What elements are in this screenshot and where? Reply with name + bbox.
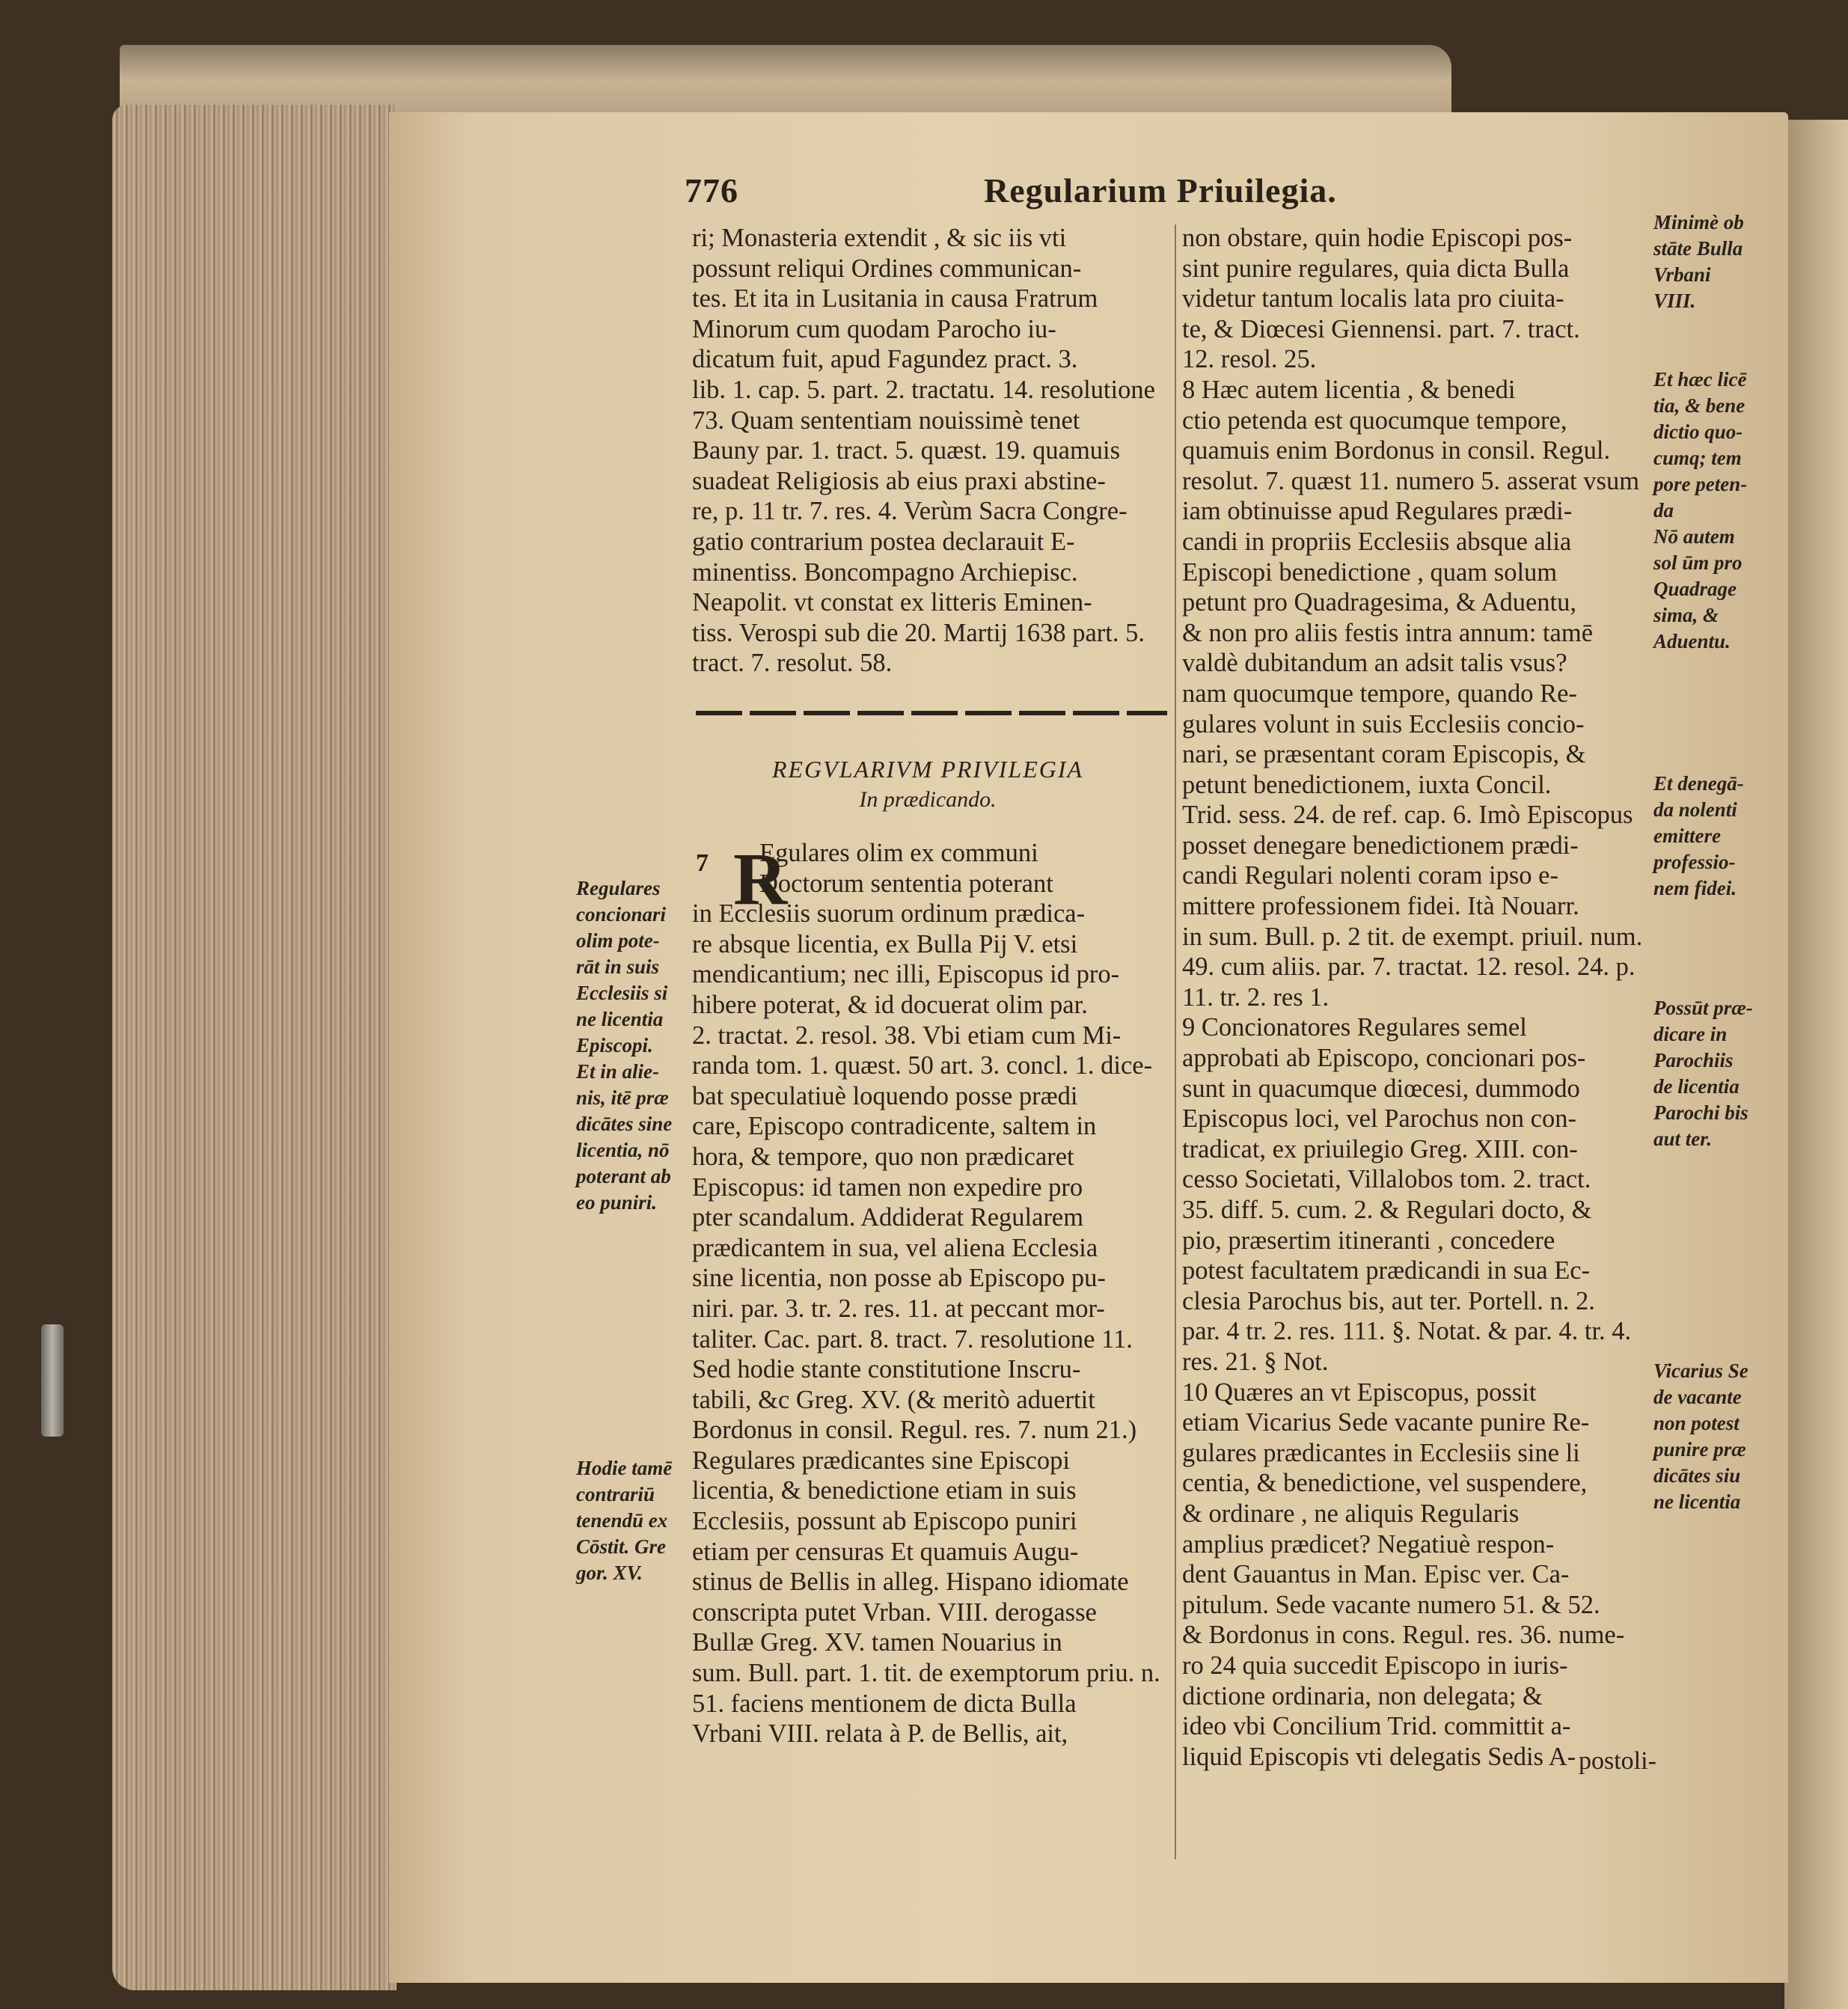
- text-line: gatio contrarium postea declarauit E-: [692, 527, 1075, 556]
- section-divider: [696, 711, 1167, 715]
- text-line: Vrbani VIII. relata à P. de Bellis, ait,: [692, 1719, 1068, 1749]
- margin-line: Vicarius Se: [1653, 1360, 1748, 1382]
- text-line: petunt benedictionem, iuxta Concil.: [1182, 770, 1552, 799]
- text-line: Doctorum sententia poterant: [759, 869, 1053, 898]
- text-line: tiss. Verospi sub die 20. Martij 1638 part. 5.: [692, 618, 1145, 647]
- margin-line: da nolenti: [1653, 798, 1737, 821]
- text-line: taliter. Cac. part. 8. tract. 7. resolutione 11.: [692, 1324, 1133, 1354]
- text-line: ri; Monasteria extendit , & sic iis vti: [692, 224, 1067, 252]
- margin-line: nis, itē præ: [576, 1086, 669, 1109]
- text-line: possunt reliqui Ordines communican-: [692, 254, 1082, 283]
- text-line: stinus de Bellis in alleg. Hispano idiomate: [692, 1568, 1129, 1597]
- margin-line: ne licentia: [576, 1008, 664, 1030]
- text-line: 51. faciens mentionem de dicta Bulla: [692, 1689, 1077, 1718]
- running-title: Regularium Priuilegia.: [984, 171, 1337, 210]
- margin-line: stāte Bulla: [1653, 237, 1743, 260]
- margin-line: Vrbani: [1653, 263, 1711, 286]
- text-line: nam quocumque tempore, quando Re-: [1182, 679, 1577, 708]
- text-line: candi Regulari nolenti coram ipso e-: [1182, 861, 1558, 890]
- margin-line: de vacante: [1653, 1386, 1742, 1408]
- text-line: posset denegare benedictionem prædi-: [1182, 831, 1579, 860]
- text-line: sine licentia, non posse ab Episcopo pu-: [692, 1264, 1106, 1293]
- margin-note-right: [1653, 367, 1747, 655]
- text-line: Ecclesiis, possunt ab Episcopo puniri: [692, 1507, 1077, 1536]
- margin-line: Ecclesiis si: [576, 982, 668, 1004]
- text-line: 10 Quæres an vt Episcopus, possit: [1182, 1377, 1537, 1407]
- margin-note-right: [1653, 771, 1744, 902]
- text-line: & non pro aliis festis intra annum: tamē: [1182, 618, 1594, 647]
- text-line: sunt in quacumque diœcesi, dummodo: [1182, 1074, 1580, 1103]
- margin-line: non potest: [1653, 1412, 1740, 1434]
- margin-line: contrariū: [576, 1483, 655, 1505]
- text-line: videtur tantum localis lata pro ciuita-: [1182, 284, 1564, 314]
- margin-line: Et hæc licē: [1653, 368, 1747, 391]
- text-line: ctio petenda est quocumque tempore,: [1182, 406, 1567, 435]
- margin-line: ne licentia: [1653, 1490, 1741, 1513]
- text-line: dictione ordinaria, non delegata; &: [1182, 1681, 1543, 1710]
- column-rule: [1175, 224, 1176, 1859]
- text-line: non obstare, quin hodie Episcopi pos-: [1182, 224, 1573, 252]
- text-line: Bordonus in consil. Regul. res. 7. num 21.): [692, 1416, 1137, 1445]
- margin-line: dicare in: [1653, 1023, 1728, 1045]
- text-line: Neapolit. vt constat ex litteris Eminen-: [692, 588, 1092, 617]
- text-line: approbati ab Episcopo, concionari pos-: [1182, 1044, 1586, 1073]
- text-line: pio, præsertim itineranti , concedere: [1182, 1226, 1555, 1255]
- text-line: Sed hodie stante constitutione Inscru-: [692, 1355, 1081, 1384]
- text-line: quamuis enim Bordonus in consil. Regul.: [1182, 436, 1611, 465]
- text-line: etiam per censuras Et quamuis Augu-: [692, 1537, 1079, 1566]
- margin-line: poterant ab: [576, 1165, 671, 1187]
- text-line: hibere poterat, & id docuerat olim par.: [692, 990, 1088, 1019]
- text-line: hora, & tempore, quo non prædicaret: [692, 1142, 1074, 1171]
- text-line: Bauny par. 1. tract. 5. quæst. 19. quamuis: [692, 436, 1121, 465]
- text-line: dent Gauantus in Man. Episc ver. Ca-: [1182, 1560, 1570, 1589]
- text-line: centia, & benedictione, vel suspendere,: [1182, 1469, 1588, 1498]
- book-page: [389, 112, 1788, 1983]
- text-line: re, p. 11 tr. 7. res. 4. Verùm Sacra Congre-: [692, 497, 1128, 526]
- margin-line: sol ūm pro: [1653, 551, 1743, 574]
- text-line: Episcopus: id tamen non expedire pro: [692, 1172, 1083, 1202]
- text-line: petunt pro Quadragesima, & Aduentu,: [1182, 588, 1576, 617]
- text-line: in Ecclesiis suorum ordinum prædica-: [692, 899, 1086, 929]
- margin-line: Parochi bis: [1653, 1101, 1748, 1124]
- margin-line: emittere: [1653, 825, 1721, 847]
- text-line: iam obtinuisse apud Regulares prædi-: [1182, 497, 1573, 526]
- section-subtitle: In prædicando.: [859, 787, 997, 812]
- text-line: Episcopus loci, vel Parochus non con-: [1182, 1104, 1576, 1134]
- margin-line: Et denegā-: [1653, 772, 1744, 795]
- margin-line: Et in alie-: [576, 1060, 660, 1083]
- text-line: res. 21. § Not.: [1182, 1347, 1329, 1376]
- text-line: 73. Quam sententiam nouissimè tenet: [692, 406, 1080, 435]
- text-line: Trid. sess. 24. de ref. cap. 6. Imò Episcopus: [1182, 801, 1633, 830]
- margin-note-right: [1653, 995, 1753, 1152]
- text-line: 49. cum aliis. par. 7. tractat. 12. resol. 24. p.: [1182, 952, 1636, 982]
- margin-line: aut ter.: [1653, 1128, 1713, 1150]
- text-line: mittere professionem fidei. Ità Nouarr.: [1182, 892, 1579, 921]
- text-line: nari, se præsentant coram Episcopis, &: [1182, 740, 1586, 769]
- page-header: [685, 171, 1762, 223]
- text-line: Minorum cum quodam Parocho iu-: [692, 314, 1056, 343]
- margin-line: nem fidei.: [1653, 877, 1737, 899]
- text-line: sum. Bull. part. 1. tit. de exemptorum priu. n.: [692, 1659, 1160, 1688]
- margin-line: Minimè ob: [1653, 211, 1744, 233]
- text-line: amplius prædicet? Negatiuè respon-: [1182, 1529, 1555, 1559]
- text-line: potest facultatem prædicandi in sua Ec-: [1182, 1256, 1591, 1285]
- text-line: randa tom. 1. quæst. 50 art. 3. concl. 1. dice-: [692, 1051, 1153, 1080]
- margin-note-right: [1653, 210, 1744, 314]
- paragraph-number: 7: [696, 849, 709, 877]
- section-title: REGVLARIVM PRIVILEGIA: [771, 756, 1084, 783]
- text-line: ideo vbi Concilium Trid. committit a-: [1182, 1712, 1571, 1741]
- text-line: re absque licentia, ex Bulla Pij V. etsi: [692, 929, 1078, 958]
- margin-line: Aduentu.: [1653, 630, 1731, 652]
- text-line: liquid Episcopis vti delegatis Sedis A-: [1182, 1742, 1576, 1771]
- margin-line: Regulares: [576, 877, 661, 899]
- right-column: [1182, 223, 1661, 1772]
- text-line: mendicantium; nec illi, Episcopus id pro-: [692, 960, 1120, 989]
- margin-line: de licentia: [1653, 1075, 1740, 1098]
- text-line: tract. 7. resolut. 58.: [692, 649, 893, 678]
- text-line: 2. tractat. 2. resol. 38. Vbi etiam cum Mi-: [692, 1021, 1122, 1050]
- page-number: 776: [685, 171, 738, 210]
- page-stack: [112, 105, 397, 1990]
- catchword: postoli-: [1579, 1747, 1656, 1775]
- text-line: tradicat, ex priuilegio Greg. XIII. con-: [1182, 1134, 1578, 1163]
- text-line: care, Episcopo contradicente, saltem in: [692, 1112, 1097, 1141]
- margin-line: sima, &: [1653, 604, 1719, 626]
- margin-note-right: [1653, 1358, 1748, 1515]
- text-line: candi in propriis Ecclesiis absque alia: [1182, 527, 1572, 556]
- clasp: [41, 1324, 64, 1437]
- margin-line: da: [1653, 499, 1674, 522]
- text-line: prædicantem in sua, vel aliena Ecclesia: [692, 1233, 1098, 1262]
- margin-line: Episcopi.: [576, 1034, 653, 1057]
- margin-line: Nō autem: [1653, 525, 1735, 548]
- text-line: bat speculatiuè loquendo posse prædi: [692, 1081, 1078, 1110]
- text-line: Episcopi benedictione , quam solum: [1182, 557, 1558, 587]
- margin-line: eo puniri.: [576, 1191, 658, 1214]
- text-line: niri. par. 3. tr. 2. res. 11. at peccant mor-: [692, 1294, 1105, 1323]
- left-column-top: [692, 223, 1171, 679]
- text-line: tabili, &c Greg. XV. (& meritò aduertit: [692, 1385, 1095, 1414]
- margin-line: tenendū ex: [576, 1509, 668, 1532]
- text-line: 8 Hæc autem licentia , & benedi: [1182, 375, 1516, 404]
- margin-line: dicātes siu: [1653, 1464, 1741, 1487]
- text-line: Regulares prædicantes sine Episcopi: [692, 1446, 1070, 1475]
- text-line: 12. resol. 25.: [1182, 345, 1317, 374]
- left-column-body: [692, 838, 1171, 1749]
- margin-note-left: [576, 875, 672, 1216]
- margin-line: professio-: [1653, 851, 1736, 873]
- text-line: par. 4 tr. 2. res. 111. §. Notat. & par. 4. tr. 4.: [1182, 1317, 1632, 1346]
- margin-line: Parochiis: [1653, 1049, 1734, 1071]
- margin-line: VIII.: [1653, 290, 1696, 312]
- margin-line: Hodie tamē: [576, 1457, 673, 1479]
- margin-line: tia, & bene: [1653, 394, 1745, 417]
- drop-capital: R: [733, 837, 788, 920]
- next-page-edge: [1784, 120, 1848, 2009]
- text-line: licentia, & benedictione etiam in suis: [692, 1476, 1077, 1505]
- margin-line: Quadrage: [1653, 578, 1737, 600]
- margin-line: concionari: [576, 903, 667, 926]
- text-line: resolut. 7. quæst 11. numero 5. asserat vsum: [1182, 466, 1640, 495]
- text-line: sint punire regulares, quia dicta Bulla: [1182, 254, 1570, 283]
- text-line: gulares volunt in suis Ecclesiis concio-: [1182, 709, 1585, 739]
- margin-line: punire præ: [1653, 1438, 1746, 1461]
- text-line: Bullæ Greg. XV. tamen Nouarius in: [692, 1628, 1062, 1657]
- margin-line: dicātes sine: [576, 1113, 673, 1135]
- text-line: suadeat Religiosis ab eius praxi abstine-: [692, 466, 1106, 495]
- text-line: pitulum. Sede vacante numero 51. & 52.: [1182, 1590, 1600, 1619]
- margin-line: olim pote-: [576, 929, 660, 952]
- text-line: minentiss. Boncompagno Archiepisc.: [692, 557, 1078, 587]
- text-line: in sum. Bull. p. 2 tit. de exempt. priuil. num.: [1182, 922, 1643, 951]
- text-line: conscripta putet Vrban. VIII. derogasse: [692, 1597, 1097, 1627]
- text-line: te, & Diœcesi Giennensi. part. 7. tract.: [1182, 314, 1580, 343]
- text-line: dicatum fuit, apud Fagundez pract. 3.: [692, 345, 1078, 374]
- text-line: ro 24 quia succedit Episcopo in iuris-: [1182, 1651, 1568, 1680]
- text-line: 9 Concionatores Regulares semel: [1182, 1013, 1527, 1042]
- margin-line: Possūt præ-: [1653, 997, 1753, 1019]
- text-line: cesso Societati, Villalobos tom. 2. tract.: [1182, 1165, 1591, 1194]
- text-line: lib. 1. cap. 5. part. 2. tractatu. 14. resolutione: [692, 375, 1155, 404]
- margin-line: licentia, nō: [576, 1139, 670, 1161]
- text-line: 11. tr. 2. res 1.: [1182, 982, 1330, 1012]
- margin-line: rāt in suis: [576, 955, 660, 978]
- text-line: valdè dubitandum an adsit talis vsus?: [1182, 649, 1567, 678]
- text-line: clesia Parochus bis, aut ter. Portell. n. 2.: [1182, 1286, 1595, 1315]
- text-line: & ordinare , ne aliquis Regularis: [1182, 1499, 1520, 1528]
- text-line: 35. diff. 5. cum. 2. & Regulari docto, &: [1182, 1196, 1592, 1224]
- text-line: Egulares olim ex communi: [759, 839, 1038, 867]
- margin-line: dictio quo-: [1653, 421, 1743, 443]
- margin-line: pore peten-: [1653, 473, 1748, 495]
- text-line: pter scandalum. Addiderat Regularem: [692, 1203, 1084, 1232]
- margin-note-left: [576, 1455, 672, 1586]
- text-line: etiam Vicarius Sede vacante punire Re-: [1182, 1408, 1590, 1437]
- margin-line: cumq; tem: [1653, 447, 1742, 469]
- margin-line: gor. XV.: [576, 1562, 643, 1584]
- margin-line: Cōstit. Gre: [576, 1535, 667, 1558]
- text-line: & Bordonus in cons. Regul. res. 36. nume-: [1182, 1621, 1625, 1650]
- text-line: tes. Et ita in Lusitania in causa Fratrum: [692, 284, 1098, 314]
- text-line: gulares prædicantes in Ecclesiis sine li: [1182, 1438, 1580, 1467]
